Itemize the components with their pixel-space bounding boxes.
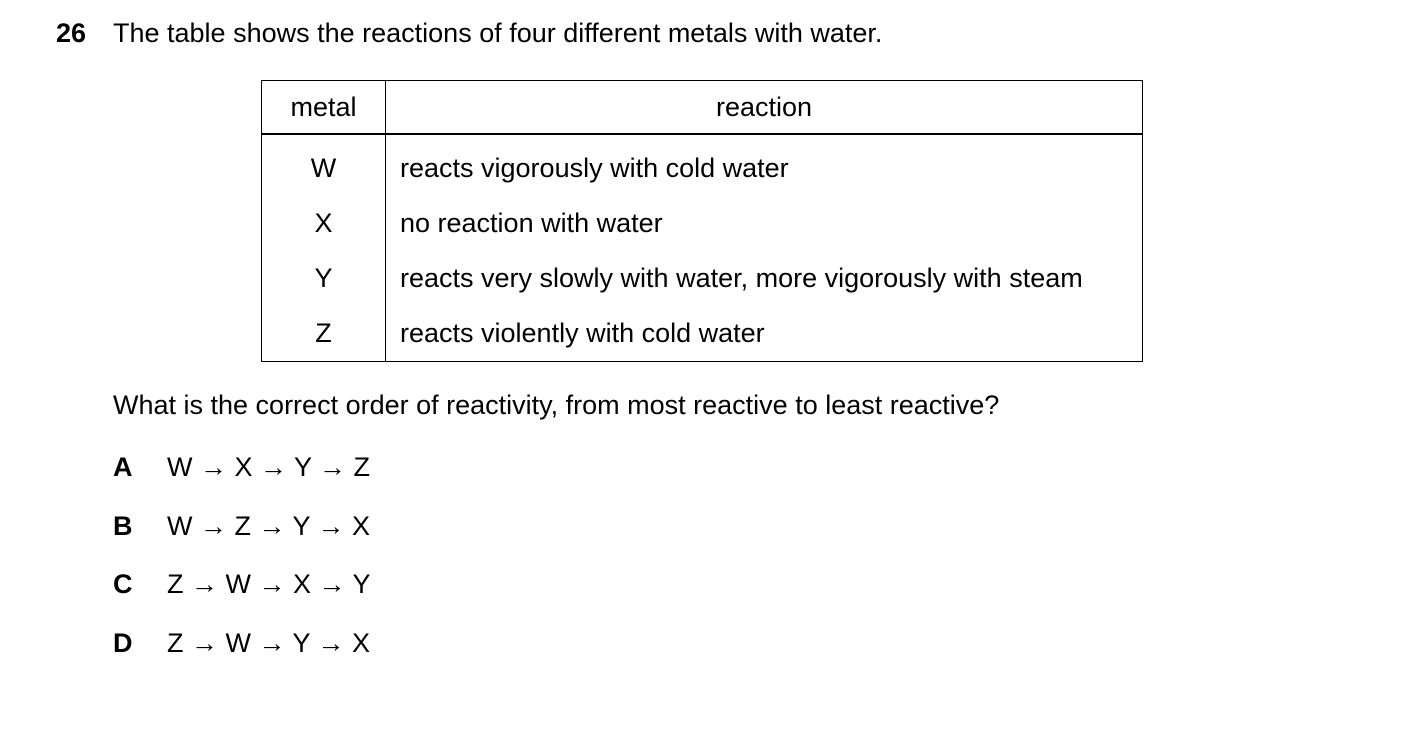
question-number: 26 bbox=[56, 18, 87, 48]
metal-cell: X bbox=[262, 196, 386, 251]
reaction-cell: reacts very slowly with water, more vigorously with steam bbox=[386, 251, 1143, 306]
header-metal: metal bbox=[262, 81, 386, 135]
reactions-table bbox=[261, 80, 1143, 362]
table-row bbox=[262, 196, 1143, 251]
table-row bbox=[262, 134, 1143, 196]
reaction-cell: reacts violently with cold water bbox=[386, 306, 1143, 362]
option-text: Z → W → Y → X bbox=[167, 628, 371, 658]
option-letter: C bbox=[113, 569, 133, 599]
table-row bbox=[262, 251, 1143, 306]
option-text: W → X → Y → Z bbox=[167, 452, 371, 482]
option-a[interactable] bbox=[113, 448, 370, 486]
table-header-row bbox=[262, 81, 1143, 135]
option-b[interactable] bbox=[113, 507, 370, 545]
reaction-cell: no reaction with water bbox=[386, 196, 1143, 251]
option-d[interactable] bbox=[113, 624, 370, 662]
reaction-cell: reacts vigorously with cold water bbox=[386, 134, 1143, 196]
header-reaction: reaction bbox=[386, 81, 1143, 135]
option-letter: B bbox=[113, 511, 133, 541]
option-letter: A bbox=[113, 452, 133, 482]
metal-cell: Z bbox=[262, 306, 386, 362]
table-row bbox=[262, 306, 1143, 362]
metal-cell: W bbox=[262, 134, 386, 196]
metal-cell: Y bbox=[262, 251, 386, 306]
question-stem: The table shows the reactions of four different metals with water. bbox=[113, 18, 883, 48]
question-prompt: What is the correct order of reactivity, from most reactive to least reactive? bbox=[113, 390, 1000, 420]
option-c[interactable] bbox=[113, 565, 371, 603]
option-letter: D bbox=[113, 628, 133, 658]
option-text: Z → W → X → Y bbox=[167, 569, 371, 599]
option-text: W → Z → Y → X bbox=[167, 511, 371, 541]
